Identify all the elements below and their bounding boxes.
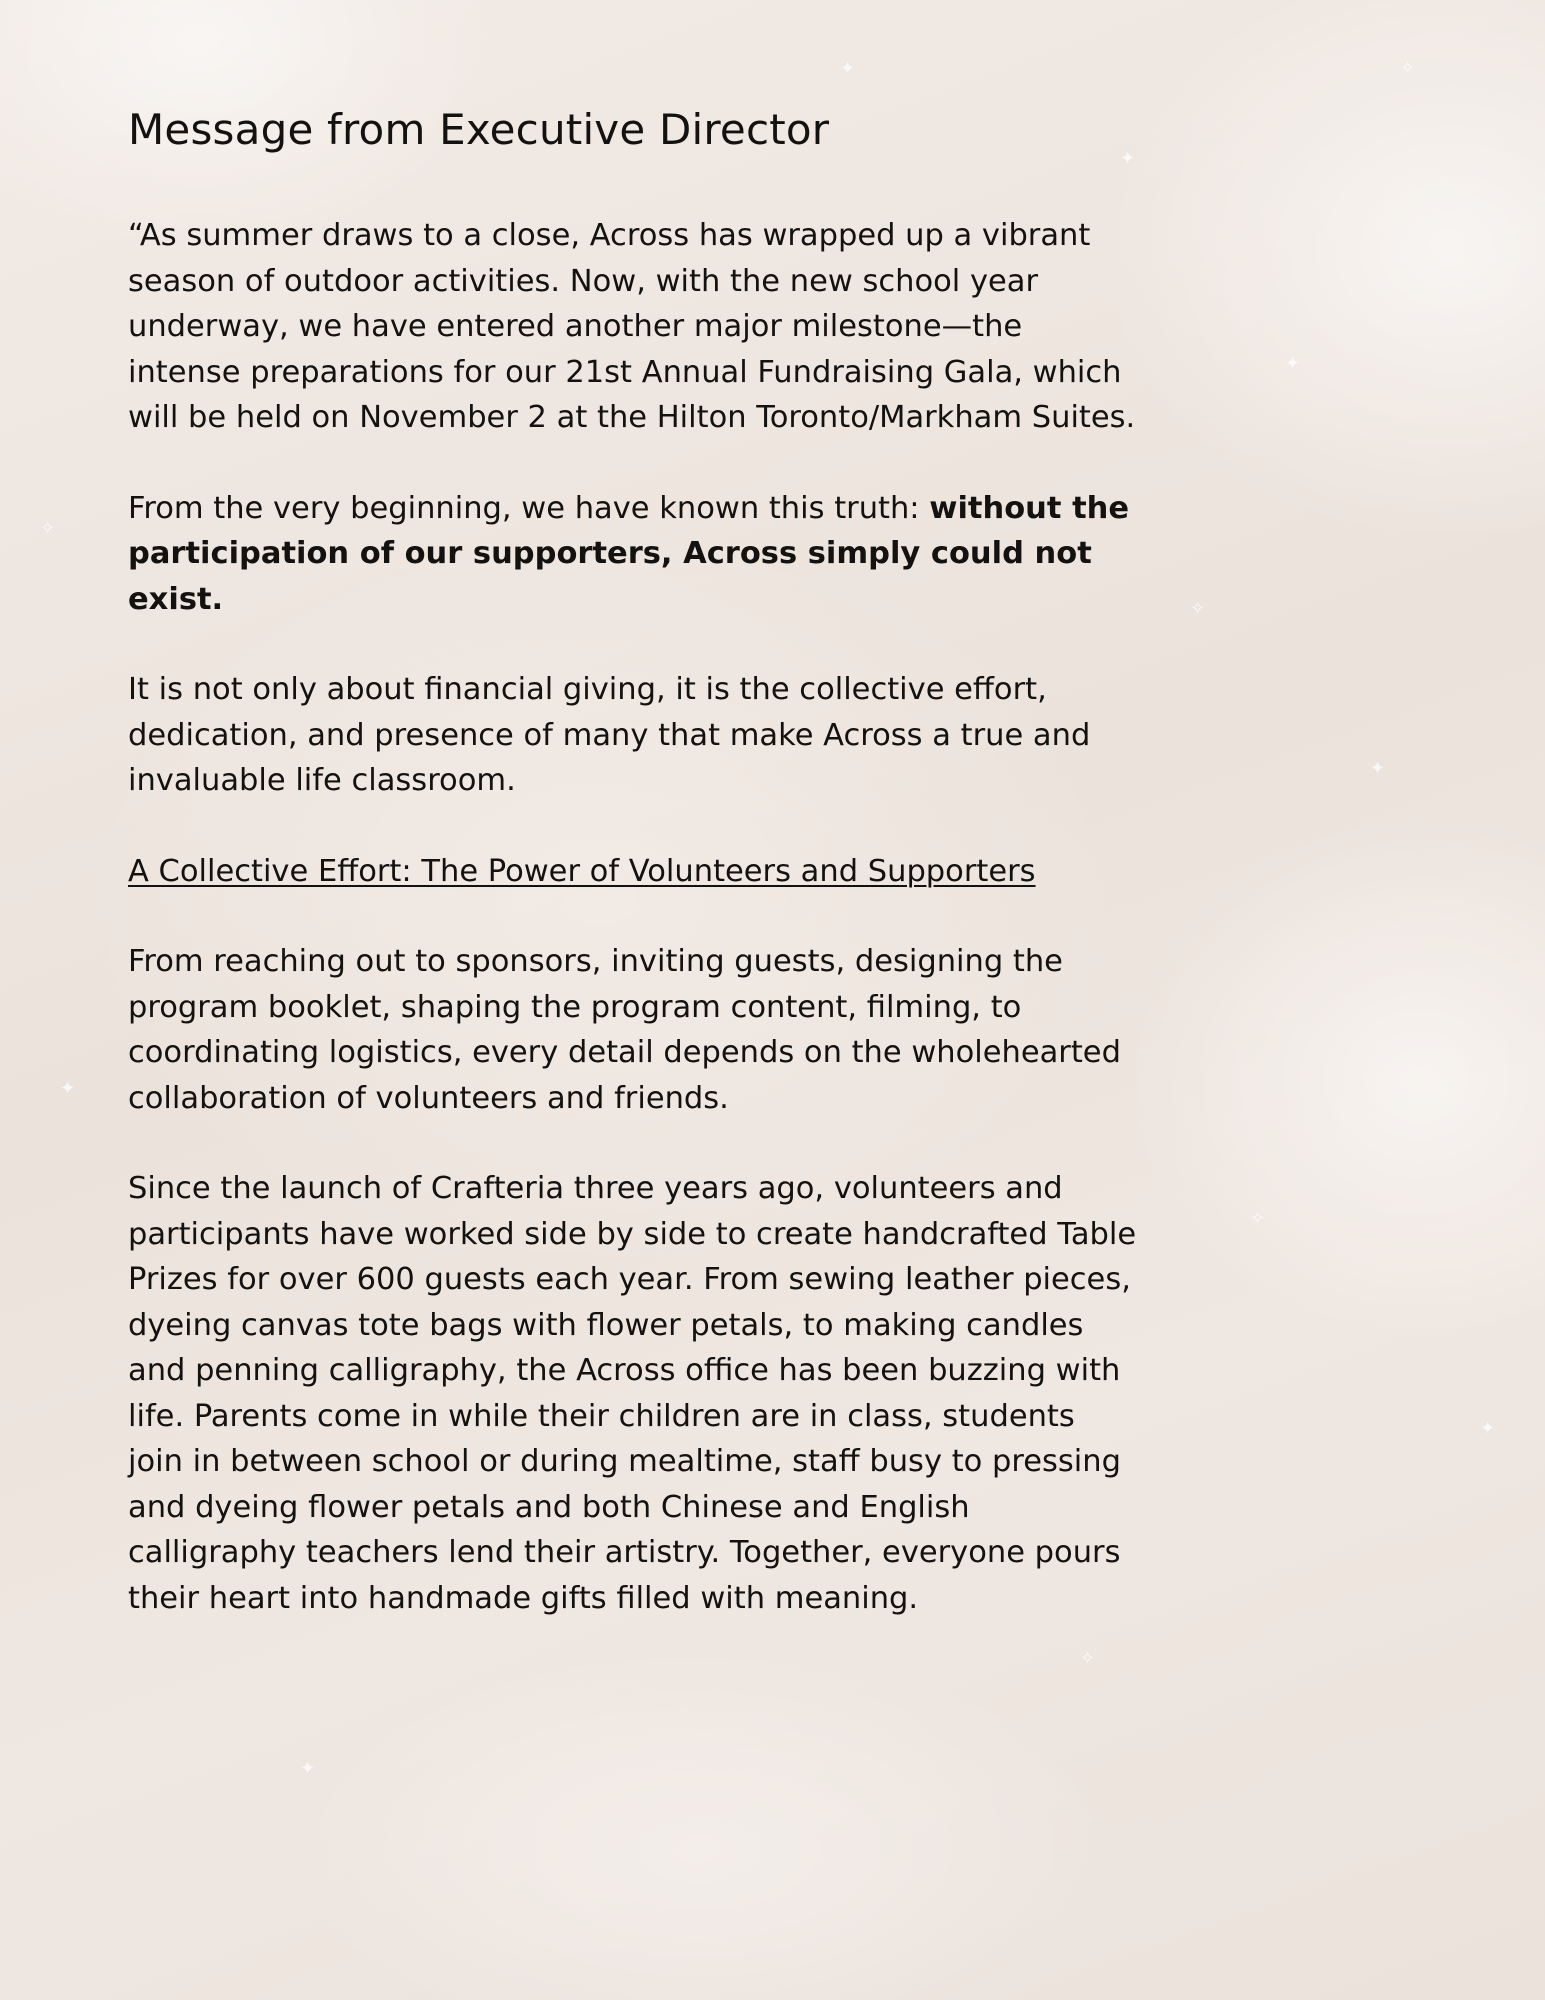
sparkle-texture: ✦ ✦ ✧ ✦ ✧ ✦ ✧ ✦ ✧ ✦ ✧ ✦ — [40, 58, 1496, 1779]
paragraph-collective: It is not only about financial giving, it is the collective effort, dedication, and presence of many that make Across a true and invaluable life classroom. — [128, 672, 1091, 798]
paragraph-supporters-intro: From the very beginning, we have known this truth: — [128, 490, 930, 526]
paragraph-supporters-emphasis: without the participation of our supporters, Across simply could not exist. — [128, 490, 1130, 617]
paragraph-intro: “As summer draws to a close, Across has wrapped up a vibrant season of outdoor activities. Now, with the new school year underway, we have entered another major milestone—the intense preparations for our 21st Annual Fundraising Gala, which will be held on November 2 at the Hilton Toronto/Markham Suites. — [128, 218, 1136, 435]
document-body — [128, 100, 1138, 1621]
page-title: Message from Executive Director — [128, 105, 830, 154]
section-subheading: A Collective Effort: The Power of Volunteers and Supporters — [128, 853, 1036, 889]
paragraph-crafteria: Since the launch of Crafteria three years ago, volunteers and participants have worked side by side to create handcrafted Table Prizes for over 600 guests each year. From sewing leather pieces, dyeing canvas tote bags with flower petals, to making candles and penning calligraphy, the Across office has been buzzing with life. Parents come in while their children are in class, students join in between school or during mealtime, staff busy to pressing and dyeing flower petals and both Chinese and English calligraphy teachers lend their artistry. Together, everyone pours their heart into handmade gifts filled with meaning. — [128, 1171, 1137, 1616]
paragraph-supporters — [128, 486, 1138, 623]
paragraph-volunteers: From reaching out to sponsors, inviting guests, designing the program booklet, shaping the program content, filming, to coordinating logistics, every detail depends on the wholehearted collaboration of volunteers and friends. — [128, 944, 1121, 1116]
